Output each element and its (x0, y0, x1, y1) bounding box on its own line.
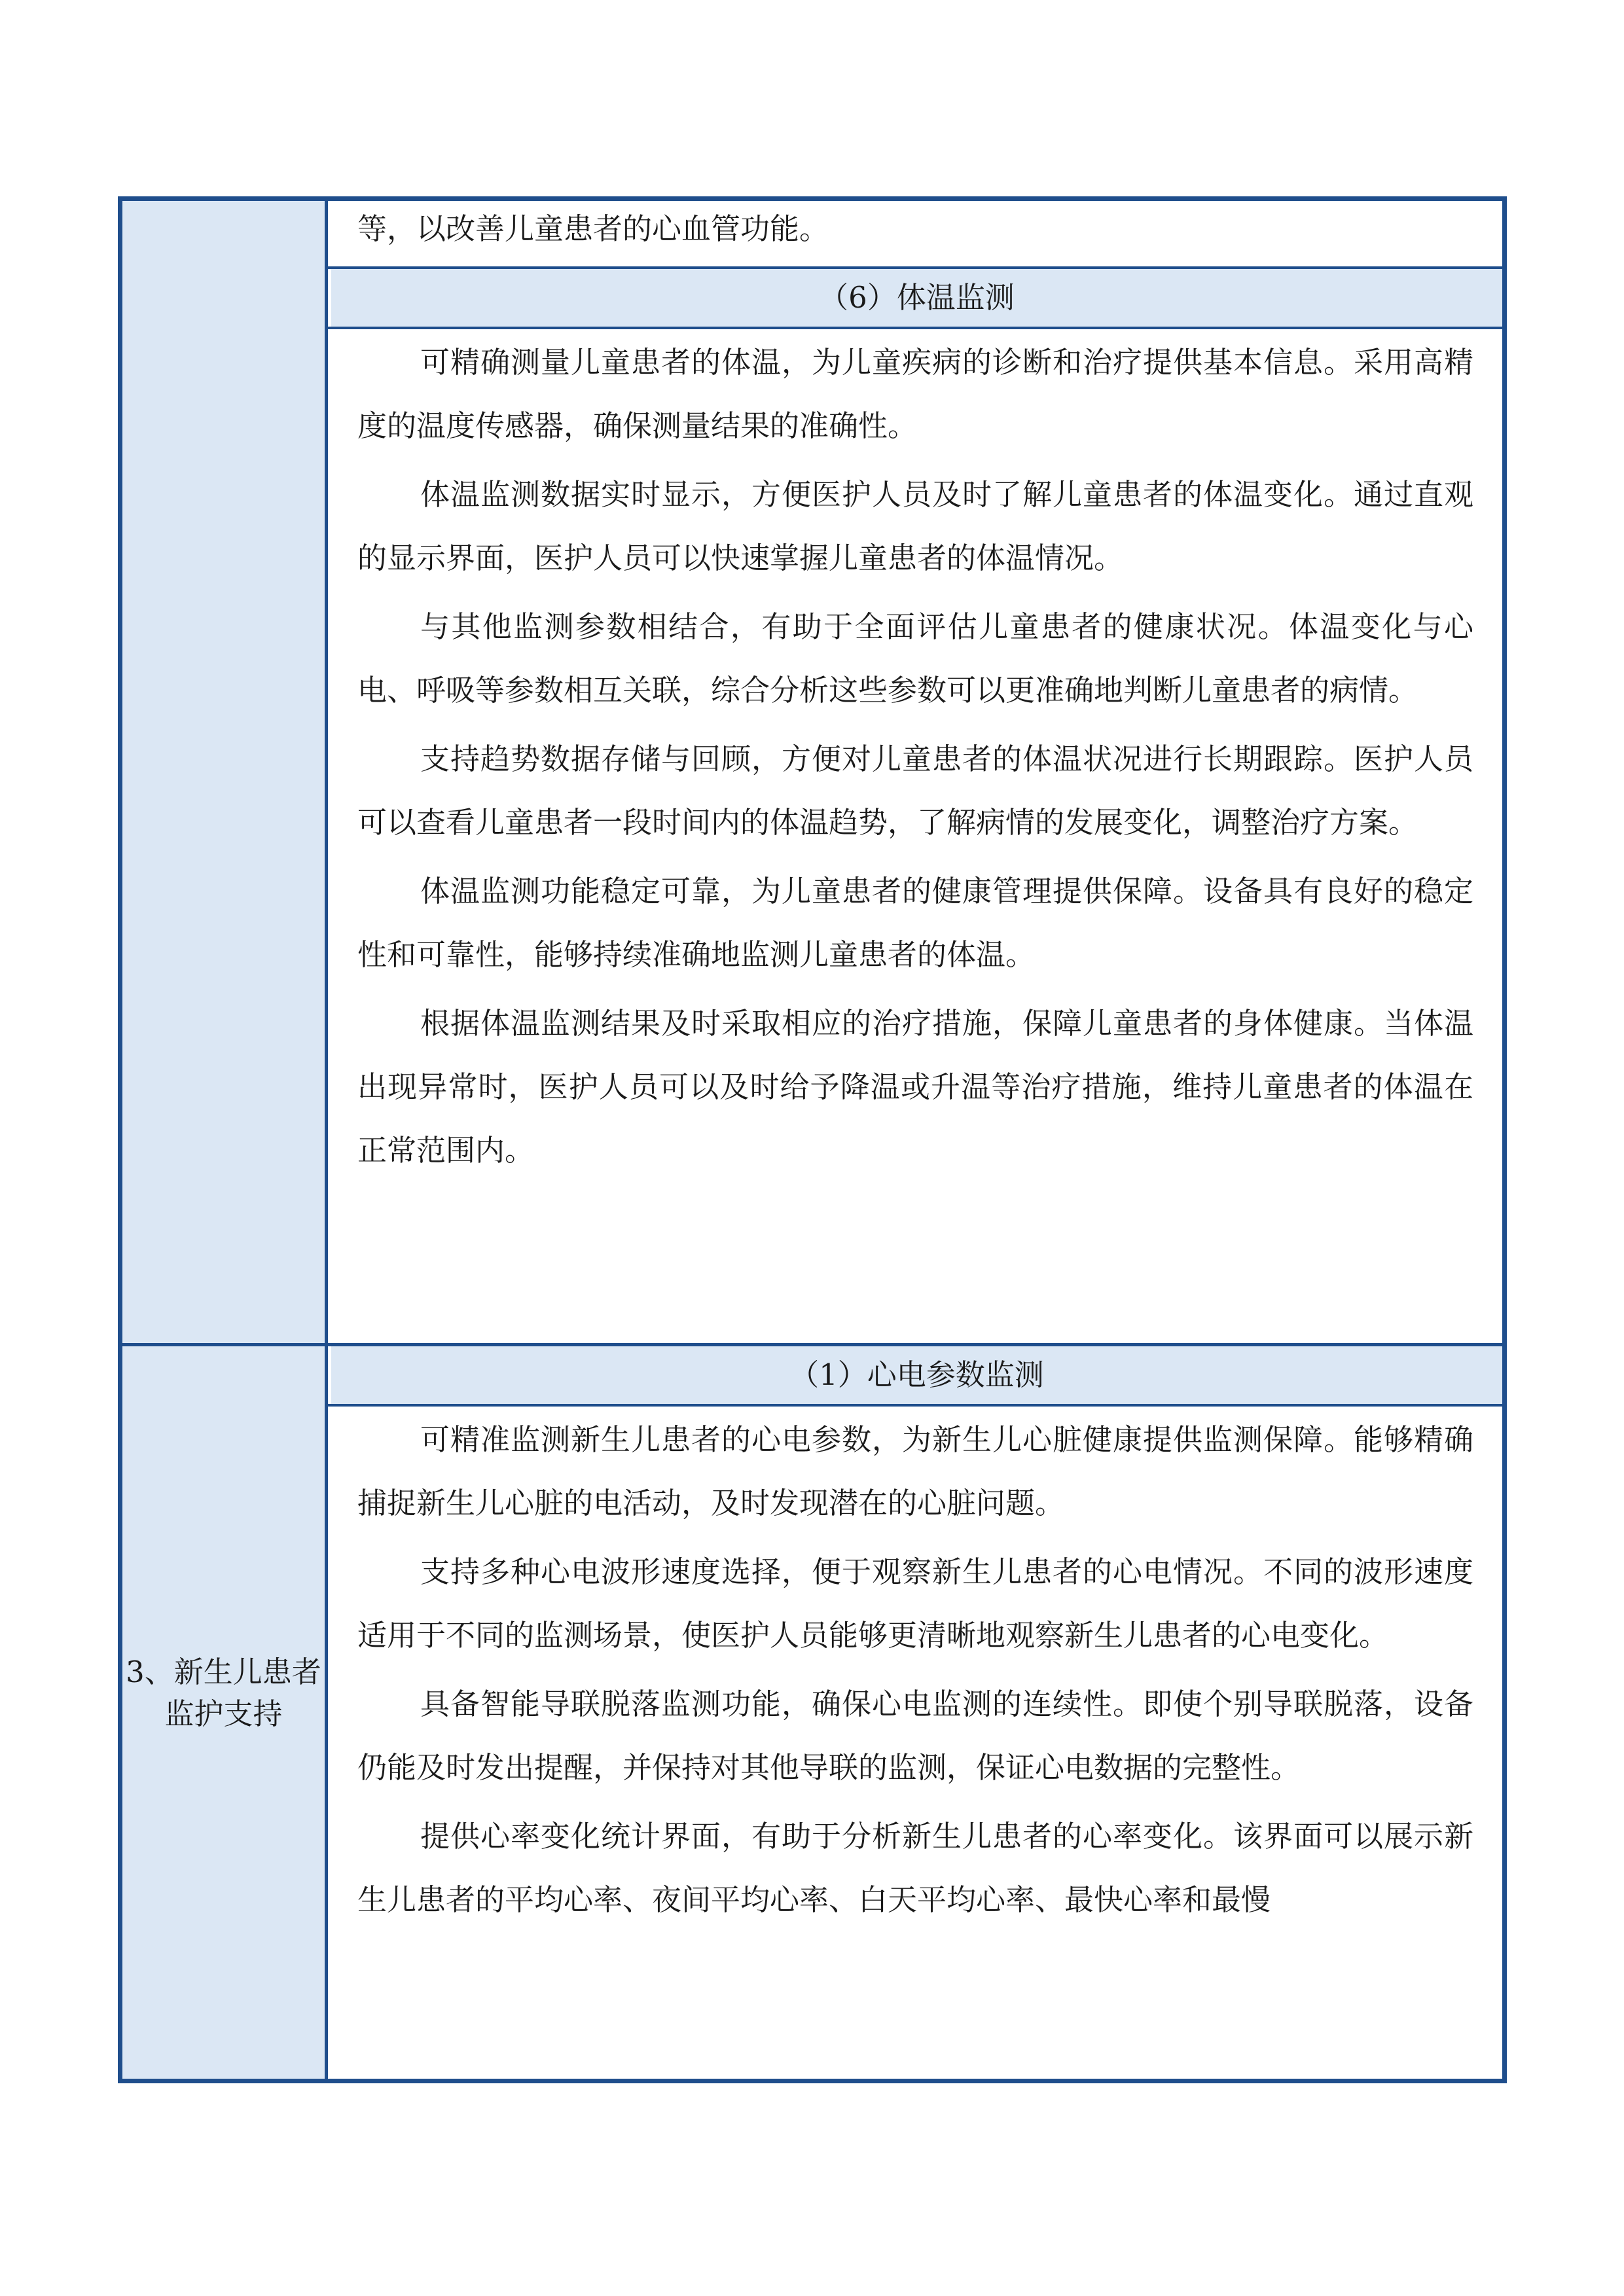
divider (328, 1404, 1502, 1407)
section-title-temperature: （6）体温监测 (331, 269, 1502, 327)
paragraph: 体温监测数据实时显示，方便医护人员及时了解儿童患者的体温变化。通过直观的显示界面，医护人员可以快速掌握儿童患者的体温情况。 (357, 477, 1473, 575)
paragraph: 与其他监测参数相结合，有助于全面评估儿童患者的健康状况。体温变化与心电、呼吸等参数相互关联，综合分析这些参数可以更准确地判断儿童患者的病情。 (357, 609, 1473, 708)
paragraph: 提供心率变化统计界面，有助于分析新生儿患者的心率变化。该界面可以展示新生儿患者的平均心率、夜间平均心率、白天平均心率、最快心率和最慢 (357, 1819, 1473, 1917)
paragraph: 支持趋势数据存储与回顾，方便对儿童患者的体温状况进行长期跟踪。医护人员可以查看儿童患者一段时间内的体温趋势，了解病情的发展变化，调整治疗方案。 (357, 742, 1473, 840)
paragraph: 体温监测功能稳定可靠，为儿童患者的健康管理提供保障。设备具有良好的稳定性和可靠性，能够持续准确地监测儿童患者的体温。 (357, 874, 1473, 972)
spec-table (118, 196, 1507, 2083)
temperature-content (331, 331, 1502, 1187)
carryover-cell (331, 201, 1502, 266)
paragraph: 支持多种心电波形速度选择，便于观察新生儿患者的心电情况。不同的波形速度适用于不同的监测场景，使医护人员能够更清晰地观察新生儿患者的心电变化。 (357, 1554, 1473, 1653)
category-label-neonatal: 3、新生儿患者监护支持 (126, 1655, 321, 1731)
divider (328, 327, 1502, 329)
paragraph: 根据体温监测结果及时采取相应的治疗措施，保障儿童患者的身体健康。当体温出现异常时，医护人员可以及时给予降温或升温等治疗措施，维持儿童患者的体温在正常范围内。 (357, 1006, 1473, 1168)
paragraph: 可精准监测新生儿患者的心电参数，为新生儿心脏健康提供监测保障。能够精确捕捉新生儿心脏的电活动，及时发现潜在的心脏问题。 (357, 1422, 1473, 1520)
paragraph: 可精确测量儿童患者的体温，为儿童疾病的诊断和治疗提供基本信息。采用高精度的温度传感器，确保测量结果的准确性。 (357, 345, 1473, 443)
section-title-ecg: （1）心电参数监测 (331, 1346, 1502, 1404)
ecg-content (331, 1408, 1502, 1937)
paragraph: 具备智能导联脱落监测功能，确保心电监测的连续性。即使个别导联脱落，设备仍能及时发出提醒，并保持对其他导联的监测，保证心电数据的完整性。 (357, 1687, 1473, 1785)
carryover-text: 等，以改善儿童患者的心血管功能。 (357, 211, 829, 246)
category-column (122, 201, 328, 2079)
